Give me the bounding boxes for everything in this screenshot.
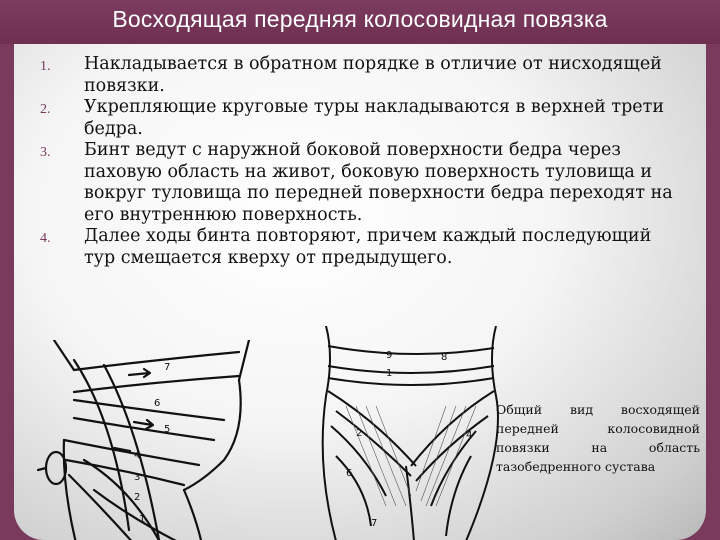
figure-label: 9 (386, 350, 393, 361)
figure-label: 1 (139, 514, 146, 525)
bandage-illustration-left (34, 340, 264, 540)
figure-label: 6 (346, 468, 353, 479)
figure-label: 6 (154, 398, 161, 409)
figure-label: 5 (164, 424, 171, 435)
list-item (14, 54, 706, 97)
figure-label: 7 (371, 518, 378, 529)
slide-title: Восходящая передняя колосовидная повязка (112, 6, 608, 32)
list-item (14, 97, 706, 140)
figure-label: 2 (356, 428, 363, 439)
list-text: Далее ходы бинта повторяют, причем каждый последующий тур смещается кверху от предыдущего. (84, 226, 652, 268)
figure-caption: Общий вид восходящей передней колосовидной повязки на область тазобедренного сустава (496, 402, 700, 474)
figure-label: 4 (134, 450, 141, 461)
list-text: Бинт ведут с наружной боковой поверхности бедра через паховую область на живот, боковую поверхность туловища и вокруг туловища по передней поверхности бедра переходят на его внутреннюю поверхность. (84, 140, 673, 225)
figure-label: 3 (134, 472, 141, 483)
figure-label: 1 (386, 368, 393, 379)
bandage-illustration-right (316, 326, 506, 540)
figure-label: 4 (466, 430, 473, 441)
list-text: Накладывается в обратном порядке в отличие от нисходящей повязки. (84, 54, 662, 96)
title-bar (0, 0, 720, 44)
content-panel (14, 44, 706, 540)
numbered-list (14, 54, 706, 269)
list-item (14, 140, 706, 226)
list-item (14, 226, 706, 269)
figure-label: 7 (164, 362, 171, 373)
list-number: 4. (40, 231, 51, 246)
list-text: Укрепляющие круговые туры накладываются в верхней трети бедра. (84, 97, 664, 139)
figure-label: 2 (134, 492, 141, 503)
list-number: 1. (40, 59, 51, 74)
list-number: 3. (40, 145, 51, 160)
figure-label: 8 (441, 352, 448, 363)
list-number: 2. (40, 102, 51, 117)
